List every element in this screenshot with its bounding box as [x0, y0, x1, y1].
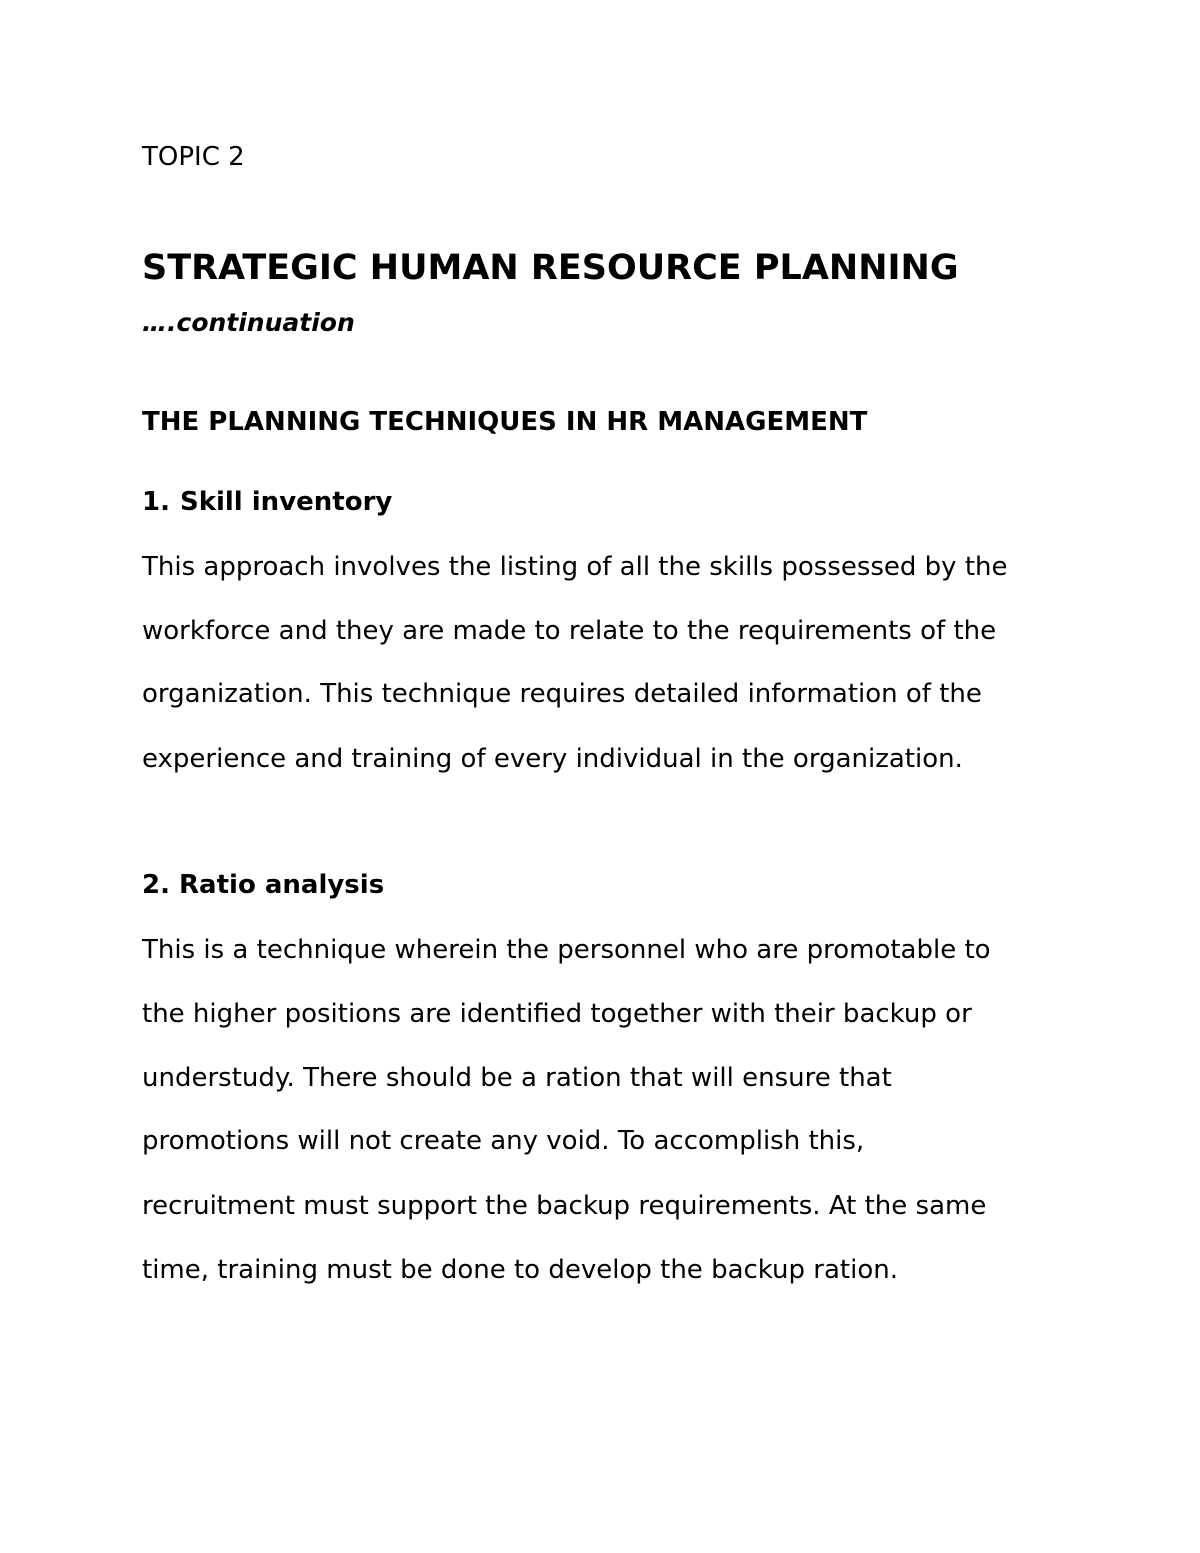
paragraph-line: This is a technique wherein the personnel who are promotable to	[142, 935, 991, 965]
item-title: Skill inventory	[179, 487, 393, 517]
paragraph-line: experience and training of every individual in the organization.	[142, 744, 963, 774]
item-heading-skill-inventory	[142, 489, 392, 515]
topic-label: TOPIC 2	[142, 142, 245, 172]
section-heading: THE PLANNING TECHNIQUES IN HR MANAGEMENT	[142, 407, 868, 437]
document-title: STRATEGIC HUMAN RESOURCE PLANNING	[142, 248, 959, 288]
paragraph-line: the higher positions are identified together with their backup or	[142, 999, 972, 1029]
paragraph-line: promotions will not create any void. To accomplish this,	[142, 1126, 865, 1156]
item-number: 2.	[142, 870, 170, 900]
item-title: Ratio analysis	[179, 870, 385, 900]
document-subtitle: ….continuation	[142, 308, 355, 337]
item-number: 1.	[142, 487, 170, 517]
paragraph-line: recruitment must support the backup requirements. At the same	[142, 1191, 987, 1221]
paragraph-line: organization. This technique requires detailed information of the	[142, 679, 982, 709]
item-heading-ratio-analysis	[142, 872, 384, 898]
paragraph-line: understudy. There should be a ration that will ensure that	[142, 1063, 892, 1093]
paragraph-line: time, training must be done to develop the backup ration.	[142, 1255, 898, 1285]
paragraph-line: This approach involves the listing of all the skills possessed by the	[142, 552, 1008, 582]
paragraph-line: workforce and they are made to relate to the requirements of the	[142, 616, 997, 646]
